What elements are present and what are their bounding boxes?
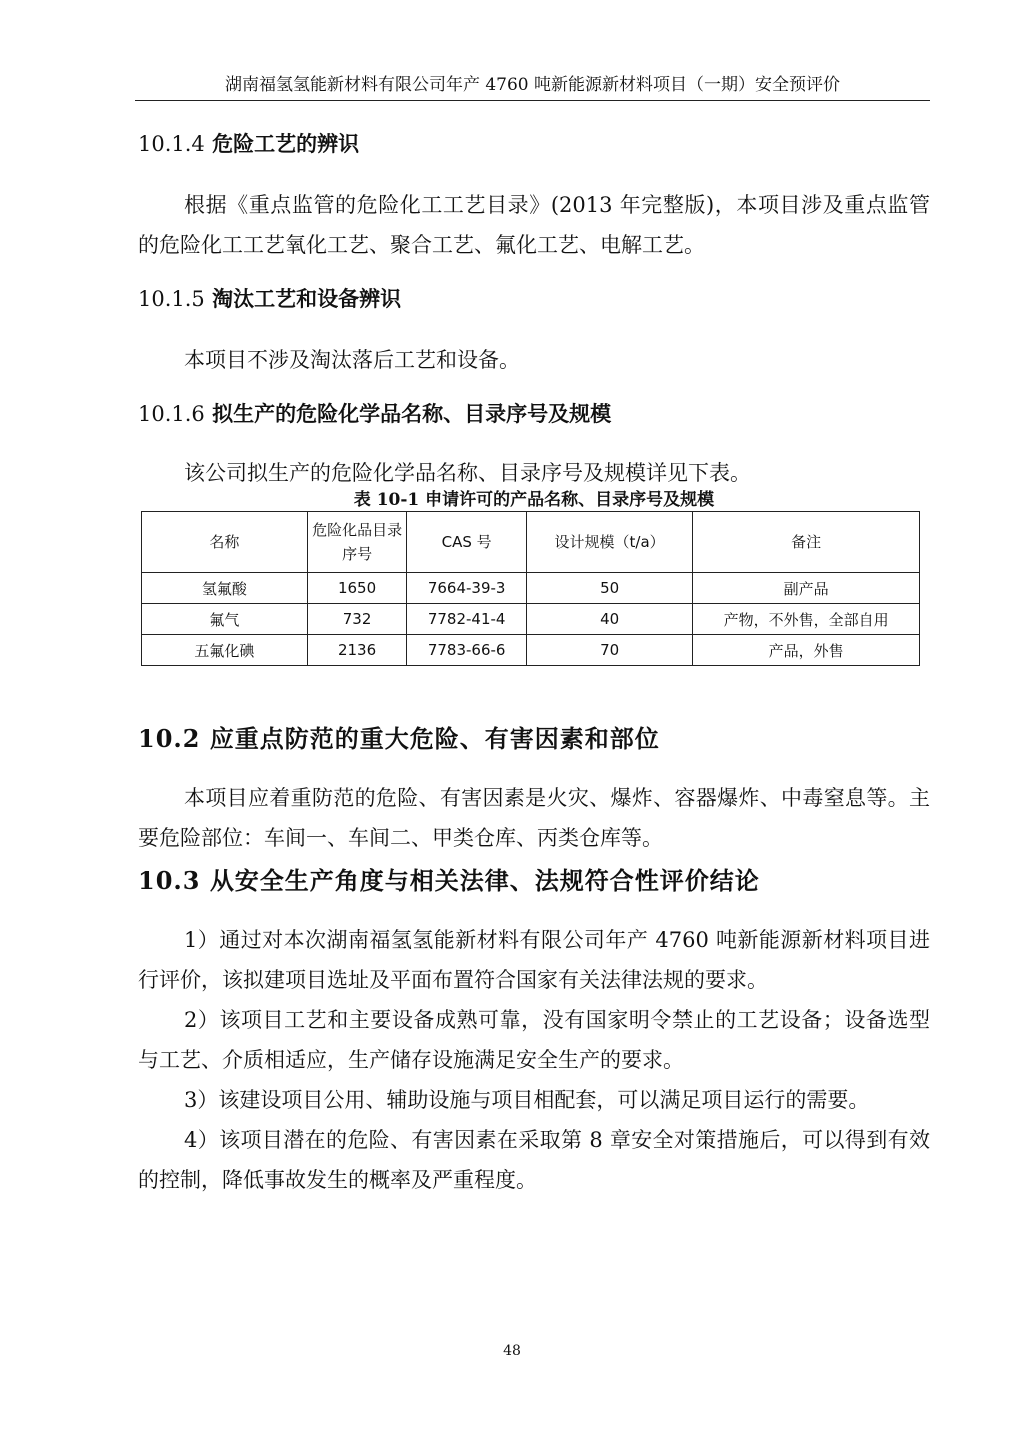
cell-remark: 副产品 <box>693 573 920 604</box>
header-remark: 备注 <box>693 512 920 573</box>
header-name: 名称 <box>142 512 308 573</box>
cell-cas: 7782-41-4 <box>407 604 526 635</box>
heading-title: 应重点防范的重大危险、有害因素和部位 <box>209 724 660 753</box>
header-cas: CAS 号 <box>407 512 526 573</box>
heading-title: 从安全生产角度与相关法律、法规符合性评价结论 <box>209 866 760 895</box>
heading-10-1-5 <box>138 283 930 315</box>
heading-title: 危险工艺的辨识 <box>212 131 360 156</box>
heading-10-3 <box>138 864 930 898</box>
table-header-row <box>142 512 920 573</box>
cell-cas: 7664-39-3 <box>407 573 526 604</box>
cell-catalog-number: 1650 <box>307 573 407 604</box>
table-row <box>142 635 920 666</box>
page-content <box>138 128 930 1200</box>
conclusion-item: 1）通过对本次湖南福氢氢能新材料有限公司年产 4760 吨新能源新材料项目进行评价，该拟建项目选址及平面布置符合国家有关法律法规的要求。 <box>138 928 930 992</box>
heading-number: 10.3 <box>138 866 201 895</box>
table-caption: 表 10-1 申请许可的产品名称、目录序号及规模 <box>353 490 715 510</box>
cell-catalog-number: 2136 <box>307 635 407 666</box>
page-number: 48 <box>503 1343 521 1359</box>
cell-name: 氟气 <box>142 604 308 635</box>
cell-remark: 产物，不外售，全部自用 <box>693 604 920 635</box>
cell-name: 氢氟酸 <box>142 573 308 604</box>
heading-number: 10.1.5 <box>138 287 205 311</box>
cell-remark: 产品，外售 <box>693 635 920 666</box>
cell-capacity: 40 <box>526 604 692 635</box>
conclusion-item: 2）该项目工艺和主要设备成熟可靠，没有国家明令禁止的工艺设备；设备选型与工艺、介质相适应，生产储存设施满足安全生产的要求。 <box>138 1008 930 1072</box>
conclusion-item: 3）该建设项目公用、辅助设施与项目相配套，可以满足项目运行的需要。 <box>184 1088 870 1112</box>
conclusion-item: 4）该项目潜在的危险、有害因素在采取第 8 章安全对策措施后，可以得到有效的控制，降低事故发生的概率及严重程度。 <box>138 1128 930 1192</box>
heading-number: 10.2 <box>138 724 201 753</box>
header-capacity: 设计规模（t/a） <box>526 512 692 573</box>
cell-name: 五氟化碘 <box>142 635 308 666</box>
cell-cas: 7783-66-6 <box>407 635 526 666</box>
paragraph-10-2: 本项目应着重防范的危险、有害因素是火灾、爆炸、容器爆炸、中毒窒息等。主要危险部位：车间一、车间二、甲类仓库、丙类仓库等。 <box>138 786 930 850</box>
cell-capacity: 70 <box>526 635 692 666</box>
heading-10-1-4 <box>138 128 930 160</box>
running-header: 湖南福氢氢能新材料有限公司年产 4760 吨新能源新材料项目（一期）安全预评价 <box>135 72 930 101</box>
heading-number: 10.1.4 <box>138 132 205 156</box>
table-row <box>142 573 920 604</box>
product-table <box>141 511 920 666</box>
heading-title: 淘汰工艺和设备辨识 <box>212 286 402 311</box>
paragraph-10-1-6: 该公司拟生产的危险化学品名称、目录序号及规模详见下表。 <box>184 461 751 485</box>
paragraph-10-1-4: 根据《重点监管的危险化工工艺目录》(2013 年完整版)，本项目涉及重点监管的危险化工工艺氧化工艺、聚合工艺、氟化工艺、电解工艺。 <box>138 193 930 257</box>
header-catalog-number: 危险化品目录序号 <box>307 512 407 573</box>
heading-10-1-6 <box>138 398 930 430</box>
table-row <box>142 604 920 635</box>
cell-capacity: 50 <box>526 573 692 604</box>
heading-10-2 <box>138 722 930 756</box>
heading-title: 拟生产的危险化学品名称、目录序号及规模 <box>212 401 612 426</box>
cell-catalog-number: 732 <box>307 604 407 635</box>
paragraph-10-1-5: 本项目不涉及淘汰落后工艺和设备。 <box>184 348 520 372</box>
heading-number: 10.1.6 <box>138 402 205 426</box>
